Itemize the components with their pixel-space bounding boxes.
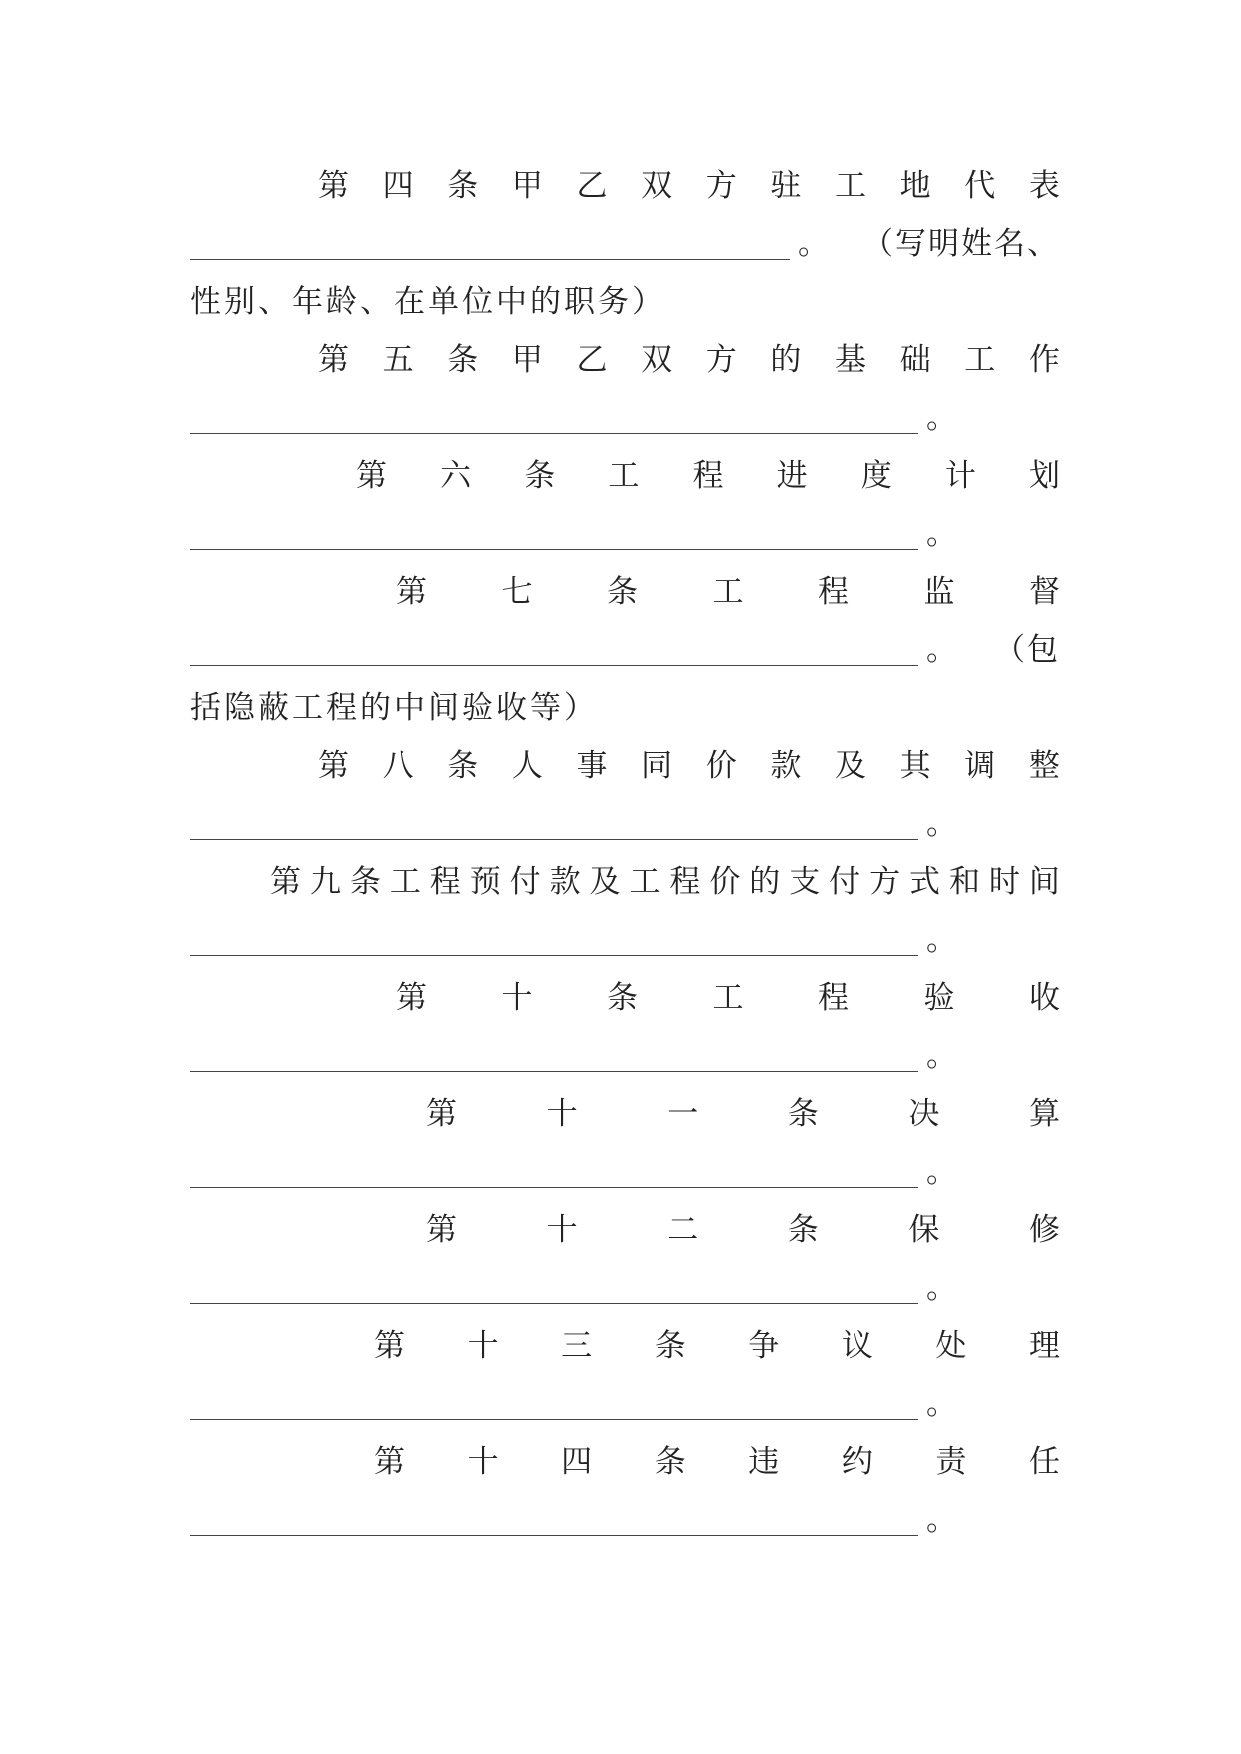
fill-in-blank[interactable] [190, 1187, 918, 1188]
heading-char: 乙 [576, 342, 608, 378]
heading-char: 违 [748, 1444, 780, 1480]
heading-char: 基 [835, 342, 866, 378]
heading-char: 条 [524, 458, 556, 494]
heading-char: 第 [270, 864, 301, 900]
heading-char: 度 [860, 458, 892, 494]
heading-char: 其 [899, 748, 931, 784]
article-6-heading [356, 446, 1060, 506]
heading-char: 条 [787, 1212, 819, 1248]
period: 。 [926, 1386, 957, 1422]
heading-char: 款 [770, 748, 802, 784]
article-7-heading [396, 562, 1060, 622]
heading-char: 督 [1029, 574, 1060, 610]
article-10-blank-row [190, 1026, 1060, 1086]
heading-char: 付 [829, 864, 861, 900]
article-14-heading [374, 1432, 1060, 1492]
heading-char: 间 [1028, 864, 1060, 900]
period: 。 [926, 806, 957, 842]
heading-char: 工 [389, 864, 421, 900]
heading-char: 进 [776, 458, 808, 494]
period: 。 [926, 632, 957, 668]
heading-char: 程 [818, 980, 849, 1016]
heading-char: 工 [835, 168, 866, 204]
period: 。 [926, 1270, 957, 1306]
period: 。 [926, 1502, 957, 1538]
article-8-blank-row [190, 794, 1060, 854]
article-7-note: （包 [994, 632, 1060, 668]
heading-char: 第 [318, 342, 349, 378]
heading-char: 议 [841, 1328, 873, 1364]
article-4-note-continuation: 性别、年龄、在单位中的职务） [190, 284, 666, 320]
heading-char: 的 [770, 342, 802, 378]
heading-char: 甲 [511, 168, 543, 204]
heading-char: 表 [1028, 168, 1060, 204]
heading-char: 条 [654, 1444, 686, 1480]
heading-char: 六 [440, 458, 472, 494]
heading-char: 款 [549, 864, 581, 900]
article-11-blank-row [190, 1142, 1060, 1202]
heading-char: 第 [426, 1096, 457, 1132]
article-14-blank-row [190, 1490, 1060, 1550]
heading-char: 条 [447, 342, 479, 378]
article-11-heading [426, 1084, 1060, 1144]
heading-char: 十 [467, 1328, 499, 1364]
heading-char: 程 [692, 458, 724, 494]
heading-char: 十 [546, 1096, 578, 1132]
heading-char: 式 [909, 864, 940, 900]
heading-char: 价 [709, 864, 741, 900]
fill-in-blank[interactable] [190, 259, 790, 260]
article-9-heading [270, 852, 1060, 912]
heading-char: 程 [429, 864, 461, 900]
heading-char: 五 [382, 342, 414, 378]
heading-char: 收 [1029, 980, 1060, 1016]
heading-char: 价 [705, 748, 737, 784]
heading-char: 八 [382, 748, 414, 784]
fill-in-blank[interactable] [190, 955, 918, 956]
heading-char: 程 [669, 864, 701, 900]
heading-char: 条 [447, 748, 479, 784]
heading-char: 条 [607, 980, 638, 1016]
article-4-note: （写明姓名、 [862, 226, 1060, 262]
heading-char: 第 [318, 168, 349, 204]
period: 。 [798, 226, 829, 262]
heading-char: 整 [1028, 748, 1060, 784]
heading-char: 二 [667, 1212, 699, 1248]
heading-char: 双 [641, 342, 673, 378]
article-13-blank-row [190, 1374, 1060, 1434]
heading-char: 计 [944, 458, 976, 494]
article-5-blank-row [190, 388, 1060, 448]
article-6-blank-row [190, 504, 1060, 564]
heading-char: 支 [789, 864, 821, 900]
period: 。 [926, 1038, 957, 1074]
heading-char: 工 [629, 864, 661, 900]
heading-char: 人 [511, 748, 543, 784]
fill-in-blank[interactable] [190, 839, 918, 840]
heading-char: 第 [426, 1212, 457, 1248]
fill-in-blank[interactable] [190, 1303, 918, 1304]
heading-char: 划 [1029, 458, 1060, 494]
heading-char: 争 [748, 1328, 780, 1364]
heading-char: 付 [509, 864, 541, 900]
article-5-heading [318, 330, 1060, 390]
heading-char: 时 [988, 864, 1020, 900]
heading-char: 方 [705, 342, 737, 378]
heading-char: 方 [705, 168, 737, 204]
heading-char: 责 [935, 1444, 967, 1480]
heading-char: 条 [447, 168, 479, 204]
article-7-blank-row [190, 620, 1060, 680]
heading-char: 甲 [511, 342, 543, 378]
period: 。 [926, 1154, 957, 1190]
heading-char: 条 [349, 864, 381, 900]
article-4-heading [318, 156, 1060, 216]
heading-char: 工 [608, 458, 640, 494]
heading-char: 条 [607, 574, 638, 610]
heading-char: 第 [374, 1328, 405, 1364]
heading-char: 调 [964, 748, 996, 784]
period: 。 [926, 922, 957, 958]
heading-char: 础 [899, 342, 931, 378]
period: 。 [926, 400, 957, 436]
heading-char: 工 [712, 980, 744, 1016]
heading-char: 第 [396, 980, 427, 1016]
heading-char: 第 [356, 458, 387, 494]
period: 。 [926, 516, 957, 552]
heading-char: 预 [469, 864, 501, 900]
heading-char: 代 [964, 168, 996, 204]
heading-char: 同 [641, 748, 673, 784]
heading-char: 十 [467, 1444, 499, 1480]
fill-in-blank[interactable] [190, 549, 918, 550]
heading-char: 任 [1028, 1444, 1060, 1480]
fill-in-blank[interactable] [190, 1535, 918, 1536]
fill-in-blank[interactable] [190, 1419, 918, 1420]
article-10-heading [396, 968, 1060, 1028]
fill-in-blank[interactable] [190, 433, 918, 434]
heading-char: 三 [561, 1328, 593, 1364]
article-4-blank-row [190, 214, 1060, 274]
heading-char: 地 [899, 168, 931, 204]
heading-char: 处 [935, 1328, 967, 1364]
heading-char: 程 [818, 574, 849, 610]
heading-char: 工 [712, 574, 744, 610]
heading-char: 条 [654, 1328, 686, 1364]
heading-char: 四 [561, 1444, 593, 1480]
heading-char: 工 [964, 342, 996, 378]
heading-char: 乙 [576, 168, 608, 204]
heading-char: 和 [948, 864, 980, 900]
heading-char: 七 [501, 574, 533, 610]
heading-char: 保 [908, 1212, 940, 1248]
heading-char: 十 [546, 1212, 578, 1248]
heading-char: 条 [787, 1096, 819, 1132]
heading-char: 修 [1028, 1212, 1060, 1248]
article-7-note-continuation: 括隐蔽工程的中间验收等） [190, 690, 598, 726]
heading-char: 第 [318, 748, 349, 784]
article-12-blank-row [190, 1258, 1060, 1318]
fill-in-blank[interactable] [190, 1071, 918, 1072]
heading-char: 第 [374, 1444, 405, 1480]
heading-char: 驻 [770, 168, 802, 204]
fill-in-blank[interactable] [190, 665, 918, 666]
heading-char: 的 [749, 864, 781, 900]
heading-char: 验 [923, 980, 955, 1016]
heading-char: 决 [908, 1096, 940, 1132]
heading-char: 一 [667, 1096, 699, 1132]
article-9-blank-row [190, 910, 1060, 970]
heading-char: 事 [576, 748, 608, 784]
heading-char: 算 [1028, 1096, 1060, 1132]
heading-char: 第 [396, 574, 427, 610]
heading-char: 双 [641, 168, 673, 204]
heading-char: 九 [309, 864, 341, 900]
article-13-heading [374, 1316, 1060, 1376]
heading-char: 监 [923, 574, 955, 610]
heading-char: 作 [1028, 342, 1060, 378]
heading-char: 四 [382, 168, 414, 204]
heading-char: 方 [869, 864, 901, 900]
heading-char: 及 [589, 864, 621, 900]
article-12-heading [426, 1200, 1060, 1260]
heading-char: 约 [841, 1444, 873, 1480]
heading-char: 理 [1028, 1328, 1060, 1364]
heading-char: 十 [501, 980, 533, 1016]
heading-char: 及 [835, 748, 866, 784]
article-8-heading [318, 736, 1060, 796]
